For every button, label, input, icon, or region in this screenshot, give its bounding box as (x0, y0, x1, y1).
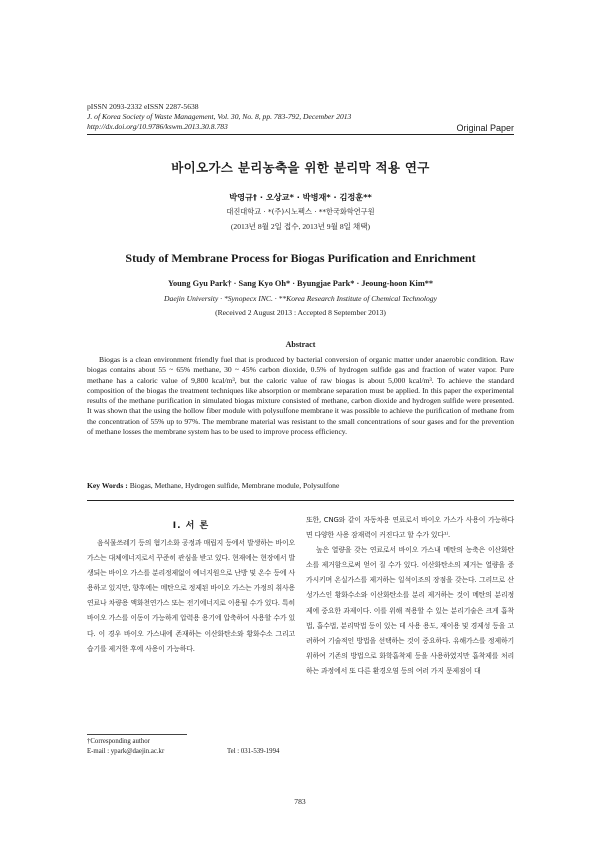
keywords (87, 481, 514, 490)
korean-title: 바이오가스 분리농축을 위한 분리막 적용 연구 (171, 160, 430, 175)
abstract-rule (87, 500, 514, 501)
abstract-heading: Abstract (285, 340, 316, 349)
korean-affiliations: 대진대학교 · *(주)시노펙스 · **한국화학연구원 (226, 207, 375, 216)
keywords-text: Biogas, Methane, Hydrogen sulfide, Membrane module, Polysulfone (129, 481, 340, 490)
journal-line: J. of Korea Society of Waste Management, Vol. 30, No. 8, pp. 783-792, December 2013 (87, 112, 352, 121)
keywords-label: Key Words : (87, 481, 128, 490)
page-number: 783 (294, 797, 306, 806)
english-affiliations: Daejin University · *Synopecx INC. · **Korea Research Institute of Chemical Technology (164, 294, 437, 303)
footnote-email[interactable]: E-mail : ypark@daejin.ac.kr (87, 748, 165, 755)
intro-paragraph-1: 음식물쓰레기 등의 혐기소화 공정과 매립지 등에서 발생하는 바이오 가스는 대체에너지로서 꾸준히 관심을 받고 있다. 현재에는 현장에서 발생되는 바이오 가스를 분리정제없이 에너지원으로 난방 및 온수 등에 사용하고 있지만, 향후에는 메탄으로 정제된 바이오 가스는 가정의 취사용 연료나 차량용 액화천연가스 또는 전기에너지로 이용될 수가 있다. 특히 바이오 가스를 이동이 가능하게 압력용 용기에 압축하여 사용할 수가 있다. 이 경우 바이오 가스내에 존재하는 이산화탄소와 황화수소 그리고 습기를 제거한 후에 사용이 가능하다. (87, 539, 295, 653)
issn-line: pISSN 2093-2332 eISSN 2287-5638 (87, 102, 199, 111)
abstract-text: Biogas is a clean environment friendly fuel that is produced by bacterial conversion of organic matter under anaerobic condition. Raw biogas contains about 55 ~ 65% methane, 30 ~ 45% carbon dioxide, 0.5% of hydrogen sulfide gas and fraction of water vapor. Pure methane has a caloric value of 9,800 kcal/m³, but the caloric value of raw biogas is about 5,000 kcal/m³. To achieve the standard composition of the biogas the treatment techniques like absorption or membrane separation must be applied. In this paper the experimental results of the methane purification in simulated biogas mixture consisted of methane, carbon dioxide and hydrogen sulfide were presented. It was shown that the using the hollow fiber module with polysulfone membrane it was possible to achieve the purification of methane from the concentration of 55% up to 97%. The membrane material was resistant to the small concentrations of sour gases and for the prevention of methane losses the membrane system has to be used to improve process efficiency. (87, 355, 514, 437)
korean-authors: 박영규† · 오상교* · 박병재* · 김정훈** (229, 192, 372, 202)
english-authors: Young Gyu Park† · Sang Kyo Oh* · Byungjae Park* · Jeoung-hoon Kim** (167, 279, 434, 288)
footnote (87, 737, 295, 757)
section-heading-introduction: I. 서 론 (172, 521, 210, 531)
intro-paragraph-3: 높은 열량을 갖는 연료로서 바이오 가스내 메탄의 농축은 이산화탄소를 제거함으로써 얻어 질 수가 있다. 이산화탄소의 제거는 열량을 증가시키며 온실가스를 제거하는 일석이조의 장점을 갖는다. 그리므로 산성가스인 황화수소와 이산화탄소를 분리 제거하는 것이 메탄의 분리정제에 중요한 과제이다. 이를 위해 적용할 수 있는 분리기술은 크게 흡착법, 흡수법, 분리막법 등이 있는 데 사용 용도, 재이용 및 경제성 등을 고려하여 기술적인 방법을 선택하는 것이 중요하다. 유해가스를 정제하기 위하여 기존의 방법으로 화학흡착제 등을 사용하였지만 흡착제를 처리하는 과정에서 또 다른 환경오염 등의 여러 가지 문제점이 대 (306, 546, 514, 675)
body-right-column (306, 513, 514, 679)
body-left-column (87, 536, 295, 657)
english-title: Study of Membrane Process for Biogas Purification and Enrichment (125, 251, 476, 265)
paper-type-label: Original Paper (456, 123, 514, 133)
footnote-rule (87, 734, 187, 735)
footnote-author: †Corresponding author (87, 738, 150, 745)
footnote-tel: Tel : 031-539-1994 (227, 748, 280, 755)
korean-dates: (2013년 8월 2일 접수, 2013년 9월 8일 채택) (230, 222, 371, 231)
intro-paragraph-2: 또한, CNG와 같이 자동차용 연료로서 바이오 가스가 사용이 가능하다면 다양한 사용 잠재력이 커진다고 할 수가 있다¹⁾. (306, 516, 514, 540)
journal-header (87, 102, 351, 132)
doi-link[interactable]: http://dx.doi.org/10.9786/kswm.2013.30.8.783 (87, 122, 228, 131)
header-rule (87, 134, 514, 135)
english-dates: (Received 2 August 2013 : Accepted 8 September 2013) (215, 308, 386, 317)
